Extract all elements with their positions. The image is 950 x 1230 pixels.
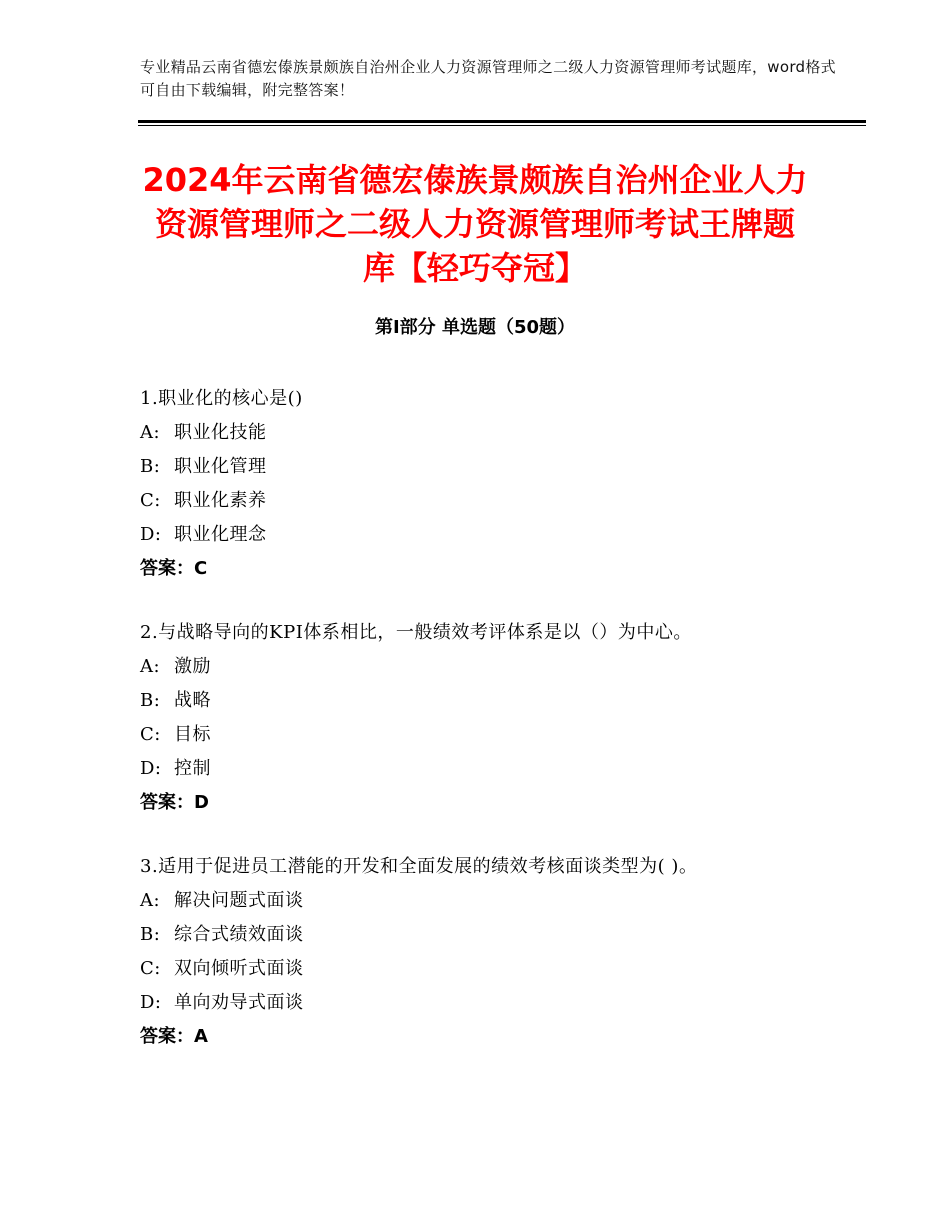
question-3 (140, 850, 840, 1054)
question-list (140, 382, 840, 1084)
option-a (140, 416, 840, 450)
option-text: 职业化管理 (174, 456, 267, 477)
question-1 (140, 382, 840, 586)
option-text: 职业化技能 (174, 422, 267, 443)
section-heading: 第Ⅰ部分 单选题（50题） (374, 317, 575, 338)
header-divider-thin (138, 125, 866, 126)
option-letter: B: (140, 690, 161, 711)
option-letter: B: (140, 456, 161, 477)
question-stem: 2.与战略导向的KPI体系相比，一般绩效考评体系是以（）为中心。 (140, 622, 692, 643)
option-letter: B: (140, 924, 161, 945)
option-c (140, 484, 840, 518)
answer: 答案：A (140, 1026, 208, 1047)
header-note: 专业精品云南省德宏傣族景颇族自治州企业人力资源管理师之二级人力资源管理师考试题库，word格式可自由下载编辑，附完整答案！ (140, 58, 836, 99)
option-d (140, 518, 840, 552)
option-text: 解决问题式面谈 (174, 890, 304, 911)
answer: 答案：D (140, 792, 209, 813)
option-a (140, 650, 840, 684)
option-letter: C: (140, 724, 161, 745)
option-b (140, 918, 840, 952)
option-b (140, 450, 840, 484)
option-text: 职业化理念 (174, 524, 267, 545)
header-divider-thick (138, 120, 866, 123)
option-c (140, 952, 840, 986)
option-text: 控制 (174, 758, 211, 779)
option-letter: D: (140, 992, 162, 1013)
option-text: 单向劝导式面谈 (174, 992, 304, 1013)
question-2 (140, 616, 840, 820)
option-c (140, 718, 840, 752)
option-letter: D: (140, 524, 162, 545)
header-divider (138, 120, 866, 126)
option-text: 综合式绩效面谈 (174, 924, 304, 945)
question-stem: 1.职业化的核心是() (140, 388, 303, 409)
document-title: 2024年云南省德宏傣族景颇族自治州企业人力资源管理师之二级人力资源管理师考试王牌题库【轻巧夺冠】 (142, 161, 808, 287)
option-letter: D: (140, 758, 162, 779)
option-d (140, 752, 840, 786)
option-letter: A: (140, 422, 161, 443)
option-text: 职业化素养 (174, 490, 267, 511)
option-d (140, 986, 840, 1020)
option-letter: C: (140, 490, 161, 511)
option-text: 目标 (174, 724, 211, 745)
option-text: 战略 (174, 690, 211, 711)
option-b (140, 684, 840, 718)
option-letter: A: (140, 656, 161, 677)
option-letter: C: (140, 958, 161, 979)
option-a (140, 884, 840, 918)
option-text: 双向倾听式面谈 (174, 958, 304, 979)
option-letter: A: (140, 890, 161, 911)
option-text: 激励 (174, 656, 211, 677)
answer: 答案：C (140, 558, 208, 579)
question-stem: 3.适用于促进员工潜能的开发和全面发展的绩效考核面谈类型为( )。 (140, 856, 698, 877)
